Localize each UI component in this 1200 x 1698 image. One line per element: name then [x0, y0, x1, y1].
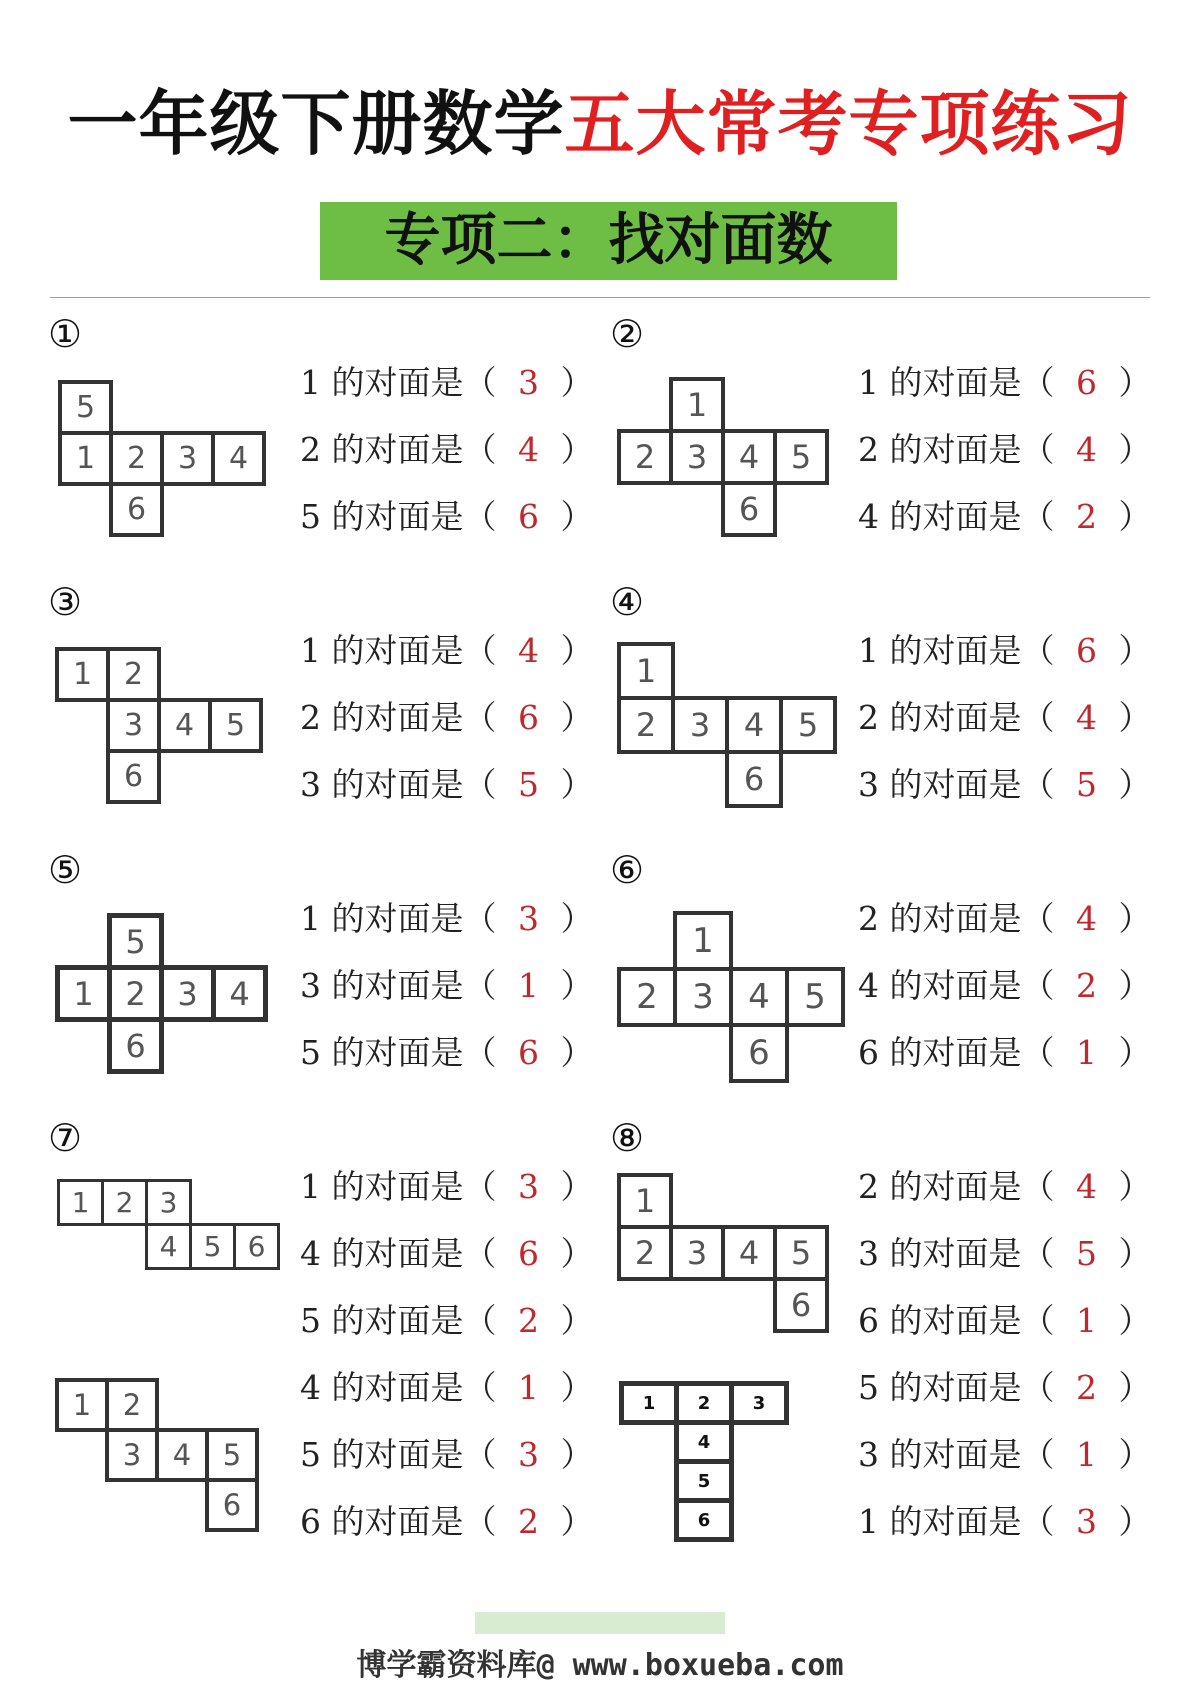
cube-net-face: 1 [55, 647, 110, 702]
problem-number: ⑧ [610, 1116, 645, 1160]
closing-paren: ） [560, 1368, 594, 1407]
question-face: 4 的对面是（ [300, 1368, 497, 1407]
question-face: 2 的对面是（ [858, 899, 1055, 938]
question-line [300, 1429, 594, 1476]
cube-net-face: 2 [109, 431, 164, 486]
closing-paren: ） [560, 497, 594, 536]
closing-paren: ） [1118, 1435, 1152, 1474]
cube-net-face: 4 [211, 431, 266, 486]
question-line [858, 960, 1152, 1007]
question-line [300, 491, 594, 538]
question-line [300, 893, 594, 940]
answer-value: 1 [518, 966, 539, 1005]
cube-net-face: 3 [159, 965, 216, 1022]
question-line [858, 759, 1152, 806]
closing-paren: ） [1118, 1502, 1152, 1541]
cube-net-face: 2 [674, 1381, 734, 1425]
question-line [858, 1362, 1152, 1409]
question-face: 1 的对面是（ [300, 899, 497, 938]
question-face: 6 的对面是（ [858, 1033, 1055, 1072]
problem-number: ① [48, 312, 83, 356]
question-line [300, 1161, 594, 1208]
cube-net-face: 3 [105, 1428, 159, 1482]
closing-paren: ） [1118, 1033, 1152, 1072]
answer-value: 3 [518, 1167, 539, 1206]
question-face: 2 的对面是（ [858, 430, 1055, 469]
cube-net-face: 6 [725, 750, 783, 808]
cube-net-face: 1 [619, 1381, 679, 1425]
cube-net-face: 1 [58, 431, 113, 486]
answer-value: 1 [1076, 1435, 1097, 1474]
cube-net-face: 6 [721, 481, 777, 537]
question-line [300, 759, 594, 806]
answer-value: 2 [1076, 966, 1097, 1005]
cube-net-face: 6 [107, 1017, 164, 1074]
answer-value: 4 [518, 430, 539, 469]
answer-value: 4 [1076, 899, 1097, 938]
question-line [300, 960, 594, 1007]
closing-paren: ） [1118, 1368, 1152, 1407]
question-face: 2 的对面是（ [300, 430, 497, 469]
cube-net-face: 2 [617, 696, 675, 754]
question-face: 1 的对面是（ [300, 363, 497, 402]
cube-net-face: 3 [669, 429, 725, 485]
closing-paren: ） [1118, 430, 1152, 469]
cube-net-face: 3 [160, 431, 215, 486]
cube-net-face: 4 [725, 696, 783, 754]
cube-net-face: 1 [673, 911, 733, 971]
cube-net-face: 1 [57, 1179, 104, 1226]
answer-value: 3 [518, 363, 539, 402]
closing-paren: ） [1118, 363, 1152, 402]
footer-watermark: 博学霸资料库@ www.boxueba.com [356, 1648, 844, 1683]
divider [50, 297, 1150, 298]
answer-value: 6 [518, 698, 539, 737]
closing-paren: ） [560, 1033, 594, 1072]
question-face: 6 的对面是（ [300, 1502, 497, 1541]
answer-value: 6 [518, 1234, 539, 1273]
answer-value: 5 [518, 765, 539, 804]
question-face: 5 的对面是（ [300, 1435, 497, 1474]
page-title-black: 一年级下册数学 [67, 83, 565, 165]
cube-net-face: 2 [617, 967, 677, 1027]
cube-net-face: 4 [729, 967, 789, 1027]
cube-net-face: 1 [617, 1173, 673, 1229]
question-line [300, 1362, 594, 1409]
closing-paren: ） [1118, 631, 1152, 670]
question-face: 2 的对面是（ [858, 698, 1055, 737]
question-face: 5 的对面是（ [858, 1368, 1055, 1407]
question-face: 3 的对面是（ [300, 966, 497, 1005]
question-face: 3 的对面是（ [858, 1234, 1055, 1273]
closing-paren: ） [560, 1301, 594, 1340]
closing-paren: ） [1118, 966, 1152, 1005]
question-line [858, 1295, 1152, 1342]
question-face: 1 的对面是（ [300, 1167, 497, 1206]
cube-net-face: 5 [674, 1459, 734, 1503]
cube-net-face: 3 [673, 967, 733, 1027]
cube-net-face: 6 [106, 749, 161, 804]
question-face: 6 的对面是（ [858, 1301, 1055, 1340]
question-face: 1 的对面是（ [300, 631, 497, 670]
answer-value: 3 [518, 1435, 539, 1474]
cube-net-face: 5 [205, 1428, 259, 1482]
cube-net-face: 2 [106, 647, 161, 702]
cube-net-face: 4 [211, 965, 268, 1022]
closing-paren: ） [1118, 497, 1152, 536]
cube-net-face: 5 [107, 913, 164, 970]
cube-net-face: 5 [785, 967, 845, 1027]
cube-net-face: 4 [721, 1225, 777, 1281]
question-line [300, 625, 594, 672]
question-line [300, 1496, 594, 1543]
closing-paren: ） [560, 1234, 594, 1273]
answer-value: 4 [518, 631, 539, 670]
cube-net-face: 6 [773, 1277, 829, 1333]
cube-net-face: 2 [107, 965, 164, 1022]
closing-paren: ） [1118, 765, 1152, 804]
question-line [858, 1027, 1152, 1074]
cube-net-face: 1 [55, 965, 112, 1022]
closing-paren: ） [560, 966, 594, 1005]
cube-net-face: 6 [109, 482, 164, 537]
question-face: 1 的对面是（ [858, 631, 1055, 670]
question-face: 1 的对面是（ [858, 1502, 1055, 1541]
question-line [858, 491, 1152, 538]
closing-paren: ） [560, 765, 594, 804]
question-line [300, 1027, 594, 1074]
cube-net-face: 1 [669, 377, 725, 433]
closing-paren: ） [560, 1435, 594, 1474]
cube-net-face: 6 [729, 1023, 789, 1083]
cube-net-face: 5 [58, 380, 113, 435]
question-line [858, 625, 1152, 672]
cube-net-face: 3 [671, 696, 729, 754]
section-title: 专项二：找对面数 [320, 202, 897, 280]
question-line [858, 692, 1152, 739]
closing-paren: ） [560, 1167, 594, 1206]
cube-net-face: 2 [101, 1179, 148, 1226]
answer-value: 1 [518, 1368, 539, 1407]
closing-paren: ） [560, 899, 594, 938]
problem-number: ② [610, 312, 645, 356]
question-face: 1 的对面是（ [858, 363, 1055, 402]
cube-net-face: 3 [145, 1179, 192, 1226]
cube-net-face: 3 [106, 698, 161, 753]
question-line [300, 692, 594, 739]
cube-net-face: 5 [779, 696, 837, 754]
answer-value: 6 [518, 497, 539, 536]
answer-value: 1 [1076, 1301, 1097, 1340]
closing-paren: ） [1118, 899, 1152, 938]
closing-paren: ） [1118, 1301, 1152, 1340]
question-line [858, 1429, 1152, 1476]
answer-value: 4 [1076, 1167, 1097, 1206]
closing-paren: ） [1118, 1167, 1152, 1206]
answer-value: 4 [1076, 698, 1097, 737]
answer-value: 2 [518, 1502, 539, 1541]
answer-value: 1 [1076, 1033, 1097, 1072]
question-face: 3 的对面是（ [858, 1435, 1055, 1474]
answer-value: 3 [518, 899, 539, 938]
question-line [858, 1496, 1152, 1543]
answer-value: 6 [1076, 631, 1097, 670]
problem-number: ③ [48, 580, 83, 624]
cube-net-face: 4 [155, 1428, 209, 1482]
closing-paren: ） [560, 363, 594, 402]
cube-net-face: 2 [105, 1378, 159, 1432]
question-line [858, 424, 1152, 471]
question-line [300, 357, 594, 404]
problem-number: ⑤ [48, 848, 83, 892]
cube-net-face: 6 [205, 1478, 259, 1532]
question-face: 3 的对面是（ [858, 765, 1055, 804]
cube-net-face: 4 [145, 1223, 192, 1270]
question-line [300, 1228, 594, 1275]
closing-paren: ） [560, 430, 594, 469]
question-face: 5 的对面是（ [300, 1033, 497, 1072]
cube-net-face: 1 [55, 1378, 109, 1432]
question-face: 2 的对面是（ [858, 1167, 1055, 1206]
answer-value: 4 [1076, 430, 1097, 469]
cube-net-face: 2 [617, 429, 673, 485]
cube-net-face: 6 [674, 1498, 734, 1542]
cube-net-face: 6 [233, 1223, 280, 1270]
cube-net-face: 5 [773, 429, 829, 485]
question-face: 4 的对面是（ [858, 497, 1055, 536]
answer-value: 5 [1076, 1234, 1097, 1273]
cube-net-face: 1 [617, 642, 675, 700]
cube-net-face: 2 [617, 1225, 673, 1281]
page-title [0, 68, 1200, 169]
answer-value: 2 [1076, 497, 1097, 536]
cube-net-face: 5 [189, 1223, 236, 1270]
cube-net-face: 5 [208, 698, 263, 753]
answer-value: 2 [1076, 1368, 1097, 1407]
closing-paren: ） [1118, 698, 1152, 737]
cube-net-face: 3 [729, 1381, 789, 1425]
cube-net-face: 3 [669, 1225, 725, 1281]
footer-band [475, 1612, 725, 1634]
question-line [858, 893, 1152, 940]
problem-number: ④ [610, 580, 645, 624]
problem-number: ⑦ [48, 1116, 83, 1160]
cube-net-face: 4 [721, 429, 777, 485]
cube-net-face: 4 [157, 698, 212, 753]
answer-value: 3 [1076, 1502, 1097, 1541]
question-line [858, 357, 1152, 404]
question-face: 4 的对面是（ [858, 966, 1055, 1005]
closing-paren: ） [560, 1502, 594, 1541]
question-face: 5 的对面是（ [300, 1301, 497, 1340]
question-face: 5 的对面是（ [300, 497, 497, 536]
answer-value: 6 [1076, 363, 1097, 402]
problem-number: ⑥ [610, 848, 645, 892]
question-face: 4 的对面是（ [300, 1234, 497, 1273]
question-line [300, 1295, 594, 1342]
answer-value: 6 [518, 1033, 539, 1072]
question-face: 2 的对面是（ [300, 698, 497, 737]
answer-value: 5 [1076, 765, 1097, 804]
cube-net-face: 4 [674, 1420, 734, 1464]
question-face: 3 的对面是（ [300, 765, 497, 804]
question-line [858, 1228, 1152, 1275]
answer-value: 2 [518, 1301, 539, 1340]
closing-paren: ） [560, 631, 594, 670]
question-line [858, 1161, 1152, 1208]
page-title-red: 五大常考专项练习 [564, 83, 1133, 165]
closing-paren: ） [560, 698, 594, 737]
question-line [300, 424, 594, 471]
closing-paren: ） [1118, 1234, 1152, 1273]
cube-net-face: 5 [773, 1225, 829, 1281]
